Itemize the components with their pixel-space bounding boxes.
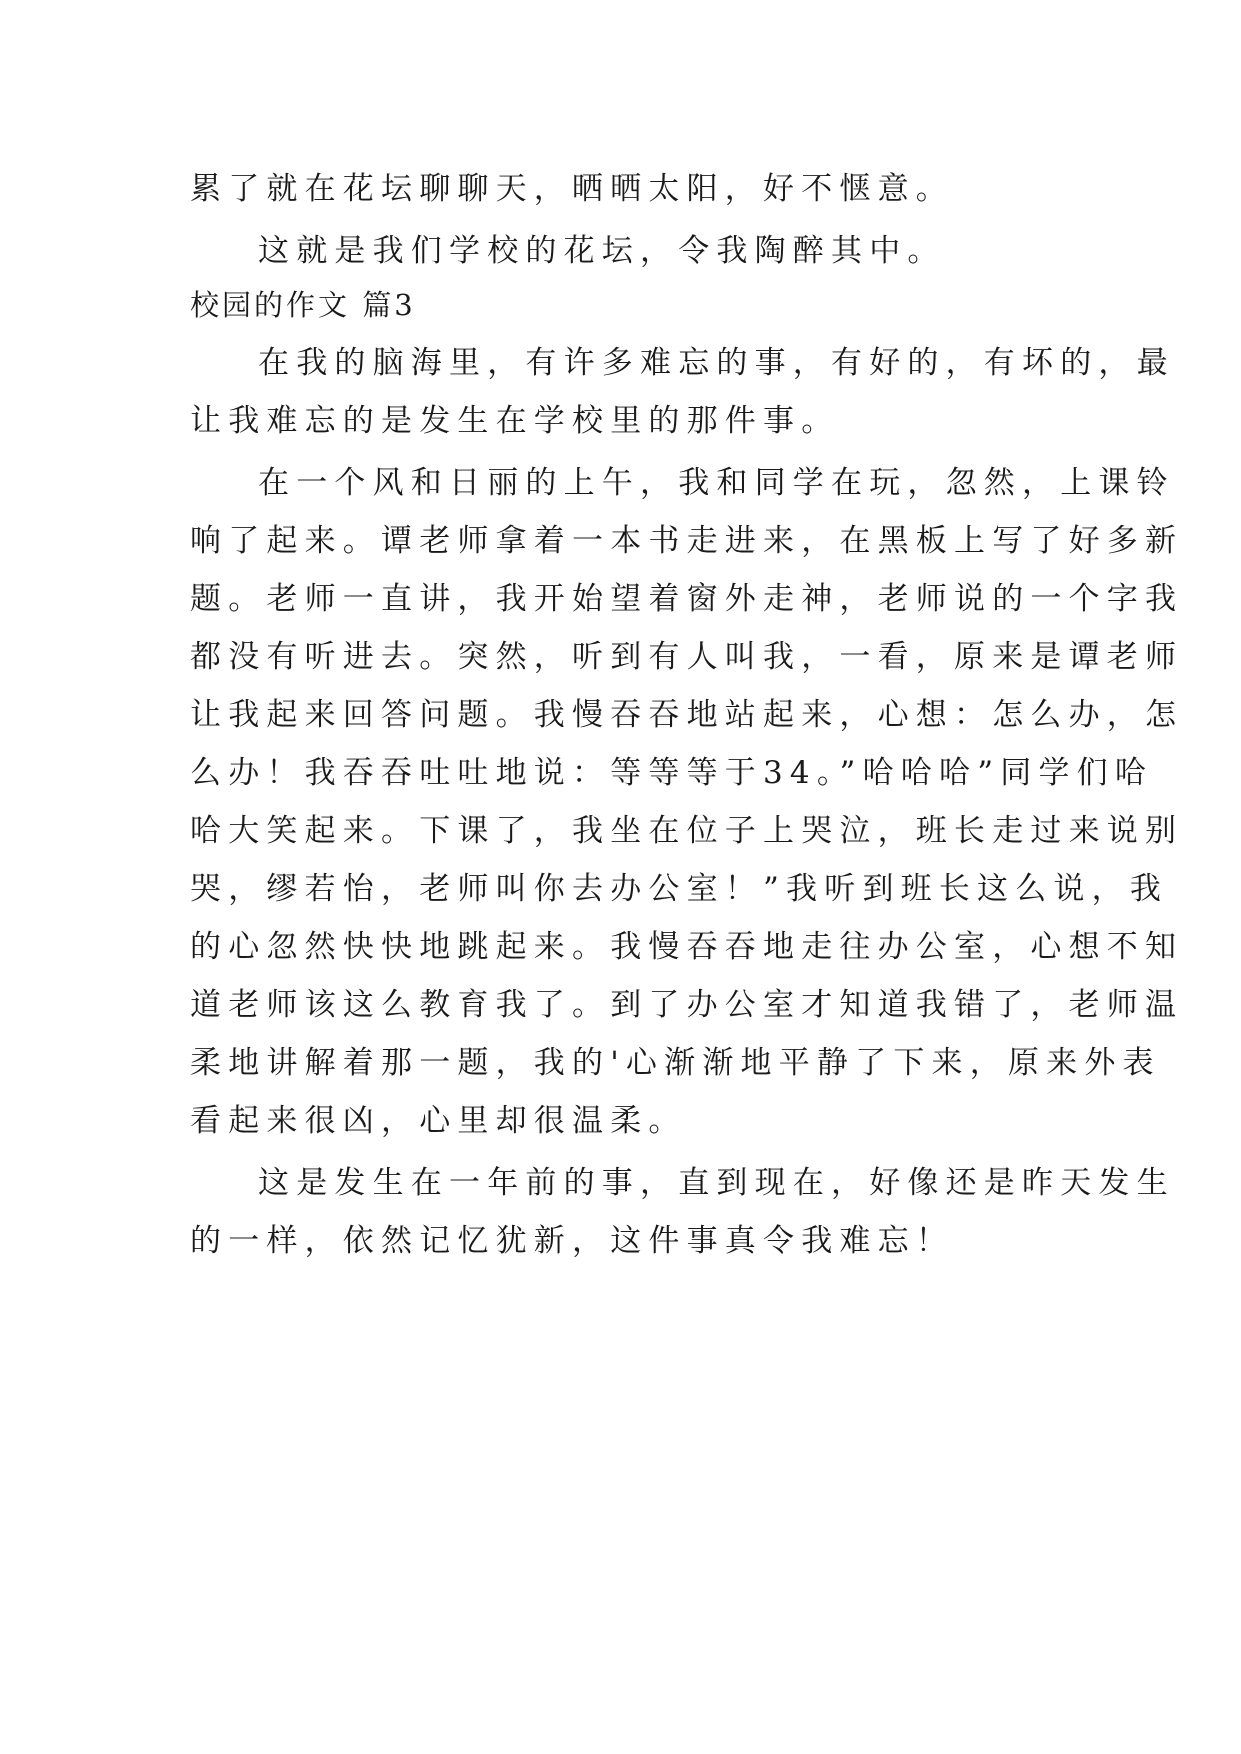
paragraph-line: 么办！我吞吞吐吐地说：等等等于34。”哈哈哈”同学们哈	[190, 755, 1154, 791]
paragraph-line: 的一样，依然记忆犹新，这件事真令我难忘！	[190, 1223, 954, 1259]
paragraph-line: 响了起来。谭老师拿着一本书走进来，在黑板上写了好多新	[190, 523, 1184, 559]
paragraph-line: 这就是我们学校的花坛，令我陶醉其中。	[258, 233, 946, 269]
paragraph-line: 这是发生在一年前的事，直到现在，好像还是昨天发生	[258, 1165, 1175, 1201]
paragraph-line: 在我的脑海里，有许多难忘的事，有好的，有坏的，最	[258, 345, 1175, 381]
document-page	[190, 160, 1184, 1270]
section-heading: 校园的作文 篇3	[190, 288, 416, 322]
paragraph-line: 让我起来回答问题。我慢吞吞地站起来，心想：怎么办，怎	[190, 697, 1184, 733]
paragraph-line: 哈大笑起来。下课了，我坐在位子上哭泣，班长走过来说别	[190, 813, 1184, 849]
paragraph-line: 累了就在花坛聊聊天，晒晒太阳，好不惬意。	[190, 171, 954, 207]
paragraph-line: 看起来很凶，心里却很温柔。	[190, 1103, 687, 1139]
paragraph-line: 让我难忘的是发生在学校里的那件事。	[190, 403, 840, 439]
paragraph-line: 题。老师一直讲，我开始望着窗外走神，老师说的一个字我	[190, 581, 1184, 617]
paragraph-line: 柔地讲解着那一题，我的'心渐渐地平静了下来，原来外表	[190, 1045, 1161, 1081]
paragraph-line: 的心忽然快快地跳起来。我慢吞吞地走往办公室，心想不知	[190, 929, 1184, 965]
paragraph-line: 哭，缪若怡，老师叫你去办公室！”我听到班长这么说，我	[190, 871, 1169, 907]
paragraph-line: 在一个风和日丽的上午，我和同学在玩，忽然，上课铃	[258, 465, 1175, 501]
paragraph-line: 道老师该这么教育我了。到了办公室才知道我错了，老师温	[190, 987, 1184, 1023]
paragraph-line: 都没有听进去。突然，听到有人叫我，一看，原来是谭老师	[190, 639, 1184, 675]
